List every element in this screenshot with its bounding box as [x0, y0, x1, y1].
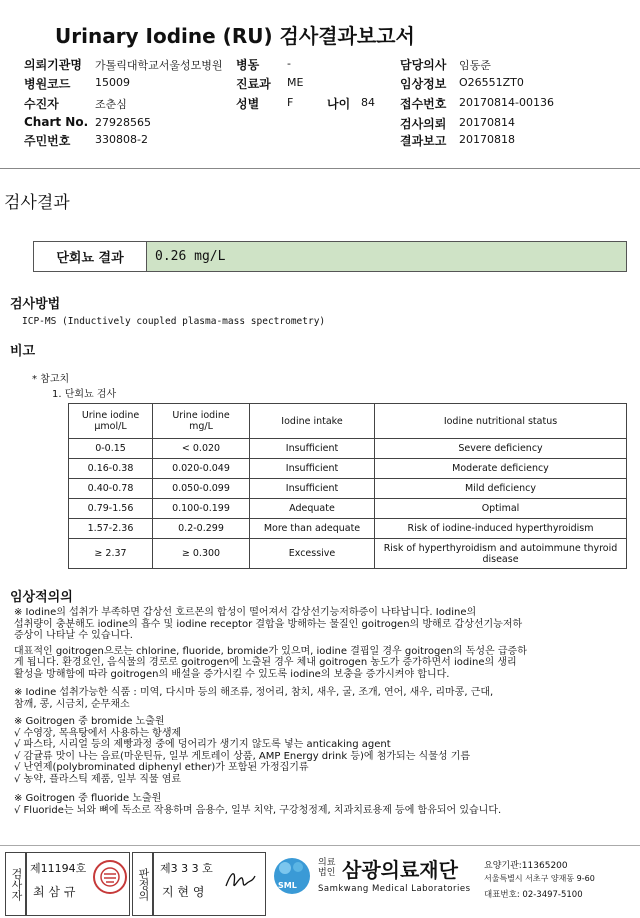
field-label-sex: 성별	[236, 97, 260, 111]
table-row	[69, 479, 627, 499]
logo-english: Samkwang Medical Laboratories	[318, 884, 471, 894]
table-cell: ≥ 0.300	[153, 539, 250, 569]
field-label-resident-no: 주민번호	[24, 134, 71, 148]
approver-label-box	[132, 852, 154, 916]
table-header-row	[69, 404, 627, 439]
result-label: 단회뇨 결과	[34, 242, 147, 271]
sml-logo-icon	[272, 856, 312, 896]
field-label-chart-no: Chart No.	[24, 115, 89, 129]
clinical-line: √ 수영장, 목욕탕에서 사용하는 항생제	[14, 727, 182, 739]
field-value-age: 84	[361, 96, 375, 109]
table-cell: < 0.020	[153, 439, 250, 459]
clinical-line: ※ Goitrogen 중 fluoride 노출원	[14, 793, 162, 804]
field-value-resident-no: 330808-2	[95, 133, 148, 146]
table-cell: 0.40-0.78	[69, 479, 153, 499]
table-cell: 0.020-0.049	[153, 459, 250, 479]
field-label-hospital-code: 병원코드	[24, 77, 71, 91]
clinical-line: 대표적인 goitrogen으로는 chlorine, fluoride, bromide가 있으며, iodine 결핍일 경우 goitrogen의 독성은 급증하	[14, 645, 527, 657]
table-cell: Insufficient	[250, 439, 375, 459]
reference-table	[68, 403, 627, 569]
clinical-line: ※ Goitrogen 중 bromide 노출원	[14, 716, 165, 727]
sml-logo-badge: SML	[278, 881, 297, 890]
table-cell: Adequate	[250, 499, 375, 519]
field-value-clinical-info: O26551ZT0	[459, 76, 524, 89]
table-cell: 0.2-0.299	[153, 519, 250, 539]
clinical-line: √ 난연제(polybrominated diphenyl ether)가 포함된 가정집기류	[14, 762, 309, 773]
table-cell: 0.16-0.38	[69, 459, 153, 479]
table-cell: 0.79-1.56	[69, 499, 153, 519]
field-label-receipt-no: 접수번호	[400, 97, 447, 111]
contact-code: 요양기관:11365200	[484, 861, 568, 871]
section-title-remarks: 비고	[10, 344, 36, 359]
field-value-sex: F	[287, 96, 294, 109]
table-header-cell: Urine iodine μmol/L	[69, 404, 153, 439]
result-value: 0.26 mg/L	[147, 242, 626, 271]
field-value-request-date: 20170814	[459, 116, 515, 129]
table-row	[69, 459, 627, 479]
section-title-clinical: 임상적의의	[10, 590, 73, 605]
reference-title: * 참고치	[32, 374, 70, 385]
field-label-patient: 수진자	[24, 97, 59, 111]
section-title-results: 검사결과	[4, 193, 70, 213]
clinical-line: √ 농약, 플라스틱 제품, 일부 직물 염료	[14, 773, 182, 785]
approver-name: 지 현 영	[162, 885, 205, 899]
table-cell: 1.57-2.36	[69, 519, 153, 539]
logo-name: 삼광의료재단	[342, 858, 458, 882]
table-cell: 0.100-0.199	[153, 499, 250, 519]
report-title: Urinary Iodine (RU) 검사결과보고서	[55, 24, 415, 48]
clinical-line: 증상이 나타날 수 있습니다.	[14, 630, 133, 641]
table-header-cell: Iodine intake	[250, 404, 375, 439]
field-value-hospital-code: 15009	[95, 76, 130, 89]
field-label-department: 진료과	[236, 77, 271, 91]
examiner-seal-icon	[93, 860, 127, 894]
table-cell: Excessive	[250, 539, 375, 569]
field-value-doctor: 임동준	[459, 59, 491, 72]
result-box	[33, 241, 627, 272]
logo-prefix	[318, 858, 335, 878]
clinical-line: ※ Iodine 섭취가능한 식품 : 미역, 다시마 등의 해조류, 정어리, 참치, 새우, 굴, 조개, 연어, 새우, 리마콩, 근대,	[14, 687, 494, 698]
table-cell: Severe deficiency	[375, 439, 627, 459]
logo-prefix-1: 의료	[318, 858, 336, 868]
table-cell: Moderate deficiency	[375, 459, 627, 479]
approver-license-no: 제3 3 3 호	[160, 862, 213, 875]
field-label-report-date: 결과보고	[400, 134, 447, 148]
field-value-department: ME	[287, 76, 304, 89]
clinical-line: √ 파스타, 시리얼 등의 제빵과정 중에 덩어리가 생기지 않도록 넣는 anticaking agent	[14, 739, 391, 750]
field-value-report-date: 20170818	[459, 133, 515, 146]
table-cell: Mild deficiency	[375, 479, 627, 499]
examiner-license-no: 제11194호	[30, 862, 87, 875]
field-value-chart-no: 27928565	[95, 116, 151, 129]
table-cell: Risk of iodine-induced hyperthyroidism	[375, 519, 627, 539]
contact-phone: 대표번호: 02-3497-5100	[484, 890, 583, 900]
table-cell: More than adequate	[250, 519, 375, 539]
field-value-institution: 가톨릭대학교서울성모병원	[95, 59, 223, 72]
table-cell: 0.050-0.099	[153, 479, 250, 499]
field-label-doctor: 담당의사	[400, 58, 447, 72]
field-label-clinical-info: 임상정보	[400, 77, 447, 91]
approver-signature-icon	[222, 866, 258, 898]
field-label-institution: 의뢰기관명	[24, 58, 82, 72]
table-cell: ≥ 2.37	[69, 539, 153, 569]
reference-subtitle: 1. 단회뇨 검사	[52, 389, 117, 400]
approver-label: 판정의	[137, 867, 150, 901]
table-cell: Insufficient	[250, 479, 375, 499]
contact-address: 서울특별시 서초구 양재동 9-60	[484, 874, 595, 883]
examiner-label: 검사자	[10, 867, 23, 901]
field-label-age: 나이	[327, 97, 351, 111]
section-title-method: 검사방법	[10, 297, 61, 312]
table-header-cell: Urine iodine mg/L	[153, 404, 250, 439]
table-row	[69, 539, 627, 569]
clinical-line: 게 됩니다. 환경요인, 음식물의 경로로 goitrogen에 노출된 경우 체내 goitrogen 농도가 증가하면서 iodine의 생리	[14, 657, 517, 668]
clinical-line: √ 감귤류 맛이 나는 음료(마운틴듀, 일부 게토레이 상품, AMP Energy drink 등)에 첨가되는 식물성 기름	[14, 750, 471, 762]
clinical-line: √ Fluoride는 뇌와 뼈에 독소로 작용하며 음용수, 일부 치약, 구강청정제, 치과치료용제 등에 함유되어 있습니다.	[14, 804, 502, 816]
field-value-patient: 조춘심	[95, 98, 127, 111]
examiner-name: 최 삼 규	[33, 885, 76, 899]
table-cell: Insufficient	[250, 459, 375, 479]
clinical-line: ※ Iodine의 섭취가 부족하면 갑상선 호르몬의 합성이 떨어져서 갑상선기능저하증이 나타납니다. Iodine의	[14, 607, 477, 618]
table-cell: Risk of hyperthyroidism and autoimmune thyroid disease	[375, 539, 627, 569]
table-row	[69, 519, 627, 539]
field-label-request-date: 검사의뢰	[400, 117, 447, 131]
clinical-notes	[14, 607, 629, 816]
clinical-line: 활성을 방해함에 따라 goitrogen의 배설을 증가시킬 수 있도록 iodine의 보충을 증가시켜야 합니다.	[14, 668, 450, 680]
table-row	[69, 499, 627, 519]
field-value-ward: -	[287, 57, 291, 70]
table-header-cell: Iodine nutritional status	[375, 404, 627, 439]
method-text: ICP-MS (Inductively coupled plasma-mass spectrometry)	[22, 316, 326, 327]
table-row	[69, 439, 627, 459]
logo-prefix-2: 법인	[318, 868, 336, 878]
clinical-line: 참깨, 콩, 시금치, 순무채소	[14, 698, 130, 710]
table-cell: 0-0.15	[69, 439, 153, 459]
footer-divider	[0, 845, 640, 846]
table-cell: Optimal	[375, 499, 627, 519]
examiner-label-box	[5, 852, 27, 916]
field-label-ward: 병동	[236, 58, 260, 72]
field-value-receipt-no: 20170814-00136	[459, 96, 554, 109]
clinical-line: 섭취량이 충분해도 iodine의 흡수 및 iodine receptor 결합을 방해하는 물질인 goitrogen의 방해로 갑상선기능저하	[14, 618, 523, 630]
